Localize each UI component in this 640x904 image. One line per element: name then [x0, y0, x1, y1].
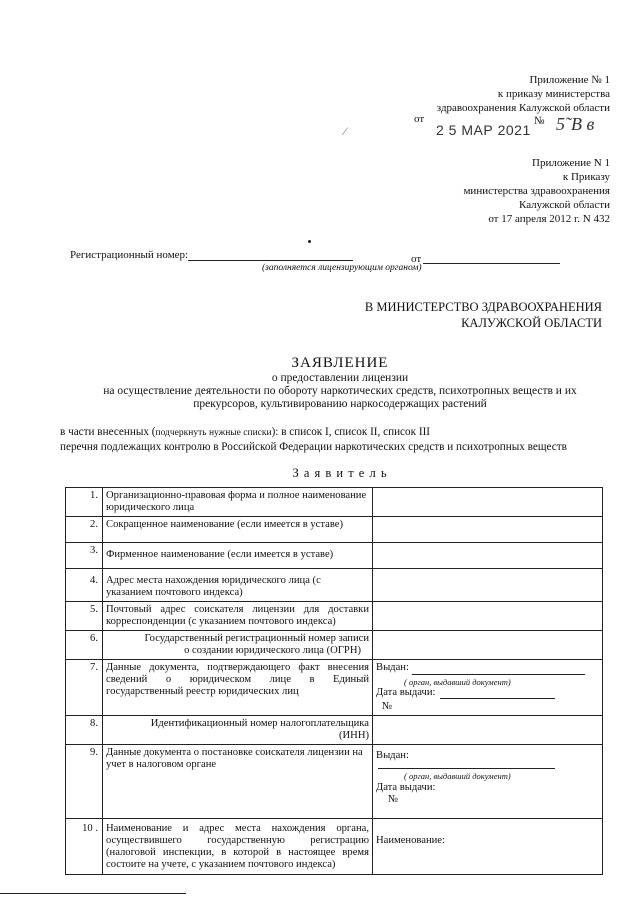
appendix1-from-label: от: [414, 113, 425, 125]
row-label: Организационно-правовая форма и полное наименование юридического лица: [103, 488, 373, 517]
registration-note: (заполняется лицензирующим органом): [262, 263, 422, 273]
appendix2-line1: Приложение N 1: [532, 157, 610, 169]
ink-dot: [308, 240, 311, 243]
row-label: Наименование и адрес места нахождения органа, осуществившего государственную регистрацию (налоговой инспекции, в которой в настоящее время состоите на учете, с указанием почтового индекса): [103, 819, 373, 875]
lists-line2: перечня подлежащих контролю в Российской Федерации наркотических средств и психотропных веществ: [60, 441, 567, 453]
appendix2-line3: министерства здравоохранения: [463, 185, 610, 197]
row-number: 3.: [66, 543, 103, 569]
title-sub2: на осуществление деятельности по обороту наркотических средств, психотропных веществ и их: [103, 385, 577, 397]
row-value-cell[interactable]: [373, 543, 603, 569]
row-label-line2: (ИНН): [338, 730, 369, 741]
ink-mark: ⁄: [344, 124, 347, 138]
appendix1-line1: Приложение № 1: [529, 74, 610, 86]
row-label: Данные документа, подтверждающего факт внесения сведений о юридическом лице в Единый государственный реестр юридических лиц: [103, 660, 373, 716]
row-value-cell[interactable]: [373, 488, 603, 517]
row-label-line1: Государственный регистрационный номер записи: [144, 633, 369, 644]
table-row: [66, 488, 603, 517]
addressee-line1: В МИНИСТЕРСТВО ЗДРАВООХРАНЕНИЯ: [364, 300, 602, 314]
appendix1-line2: к приказу министерства: [497, 88, 610, 100]
table-row: [66, 819, 603, 875]
row-label: Адрес места нахождения юридического лица (с указанием почтового индекса): [103, 569, 373, 602]
table-row: [66, 631, 603, 660]
appendix2-line4: Калужской области: [519, 199, 610, 211]
row-label: [103, 716, 373, 745]
row-label-line2: о создании юридического лица (ОГРН): [184, 645, 361, 656]
lists-paragraph: [60, 425, 620, 454]
row-value-cell[interactable]: [373, 602, 603, 631]
document-number-label: №: [382, 701, 393, 712]
row-number: 7.: [66, 660, 103, 716]
row-label: Данные документа о постановке соискателя лицензии на учет в налоговом органе: [103, 745, 373, 819]
issued-label: Выдан:: [376, 750, 409, 761]
applicant-table: [65, 487, 603, 875]
appendix1-line3: здравоохранения Калужской области: [436, 102, 610, 114]
lists-line1-a: в части внесенных (: [60, 426, 156, 438]
row-number: 1.: [66, 488, 103, 517]
row-label-line1: Идентификационный номер налогоплательщика: [150, 718, 369, 729]
appendix1-header: [350, 73, 610, 115]
registration-number-line: [188, 260, 353, 261]
table-row: [66, 569, 603, 602]
row-label: Фирменное наименование (если имеется в уставе): [103, 543, 373, 569]
registration-date-line: [423, 263, 560, 264]
issued-label: Выдан:: [376, 662, 409, 673]
row-value-cell[interactable]: [373, 716, 603, 745]
issue-date-label: Дата выдачи:: [376, 687, 436, 698]
title-sub3: прекурсоров, культивированию наркосодержащих растений: [193, 398, 487, 410]
appendix2-line5: от 17 апреля 2012 г. N 432: [488, 213, 610, 225]
issue-date-label: Дата выдачи:: [376, 782, 436, 793]
row-number: 2.: [66, 517, 103, 543]
issuer-block[interactable]: [373, 745, 603, 819]
handwritten-order-number: 5˜Β в: [556, 114, 595, 134]
lists-line1-c: ): в список I, список II, список III: [271, 426, 431, 438]
addressee-line2: КАЛУЖСКОЙ ОБЛАСТИ: [461, 316, 602, 330]
table-row: [66, 543, 603, 569]
issuer-note: ( орган, выдавший документ): [404, 771, 511, 781]
table-row: [66, 660, 603, 716]
table-row: [66, 745, 603, 819]
row-number: 5.: [66, 602, 103, 631]
row-value-cell[interactable]: [373, 517, 603, 543]
lists-line1-b: подчеркнуть нужные списки: [155, 428, 272, 438]
row-number: 10 .: [66, 819, 103, 875]
row-label: [103, 631, 373, 660]
title-sub1: о предоставлении лицензии: [271, 372, 409, 384]
title-heading: ЗАЯВЛЕНИЕ: [291, 355, 389, 371]
row-number: 8.: [66, 716, 103, 745]
table-row: [66, 716, 603, 745]
row-label: Почтовый адрес соискателя лицензии для доставки корреспонденции (с указанием почтового индекса): [103, 602, 373, 631]
addressee: [282, 299, 602, 331]
bottom-rule: [0, 893, 186, 894]
table-row: [66, 517, 603, 543]
row-value-cell[interactable]: [373, 631, 603, 660]
appendix2-line2: к Приказу: [562, 171, 610, 183]
issuer-block[interactable]: [373, 660, 603, 716]
document-title: [40, 354, 640, 411]
table-row: [66, 602, 603, 631]
applicant-heading: З а я в и т е л ь: [292, 466, 388, 480]
appendix1-num-label: №: [534, 115, 545, 127]
row-number: 6.: [66, 631, 103, 660]
row-value-cell[interactable]: [373, 569, 603, 602]
row-number: 9.: [66, 745, 103, 819]
registration-from-label: от: [411, 253, 422, 265]
registration-label: Регистрационный номер:: [70, 249, 189, 261]
row-number: 4.: [66, 569, 103, 602]
row-label: Сокращенное наименование (если имеется в уставе): [103, 517, 373, 543]
appendix2-header: [350, 156, 610, 226]
lists-line1: [60, 425, 620, 440]
registration-organ-cell[interactable]: [373, 819, 603, 875]
document-number-label: №: [388, 794, 399, 805]
date-stamp: 2 5 МАР 2021: [436, 122, 531, 138]
issuer-note: ( орган, выдавший документ): [404, 677, 511, 687]
organ-name-label: Наименование:: [376, 835, 445, 846]
